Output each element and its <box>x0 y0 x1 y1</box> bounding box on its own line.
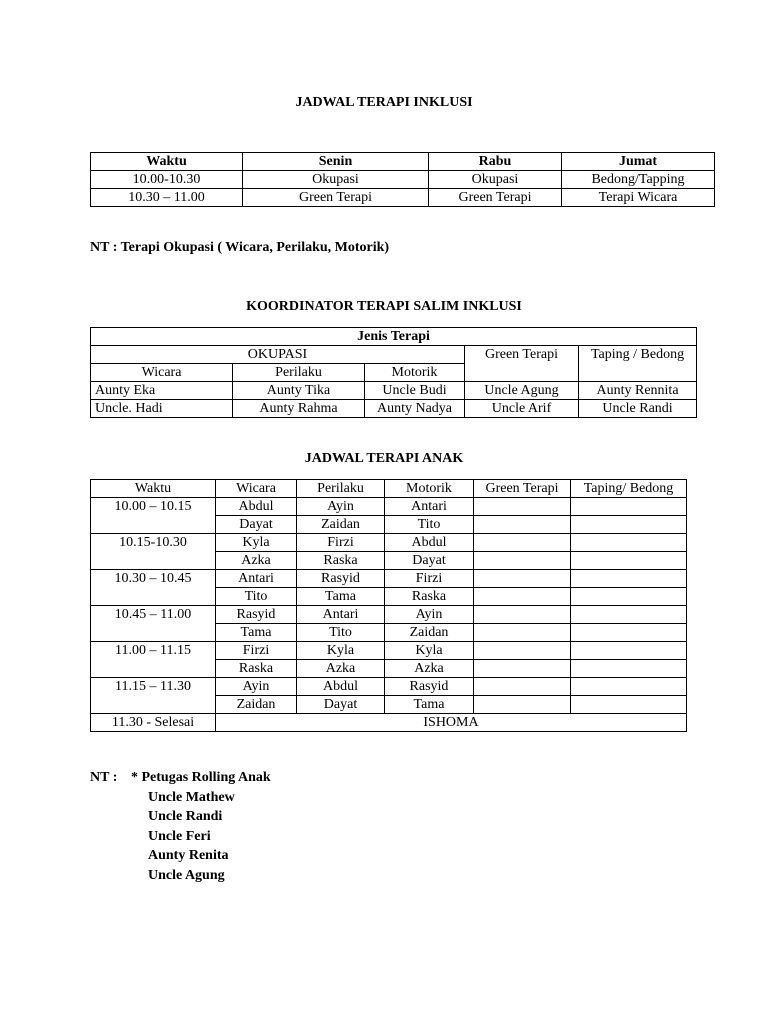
empty-cell <box>474 534 571 552</box>
time-cell: 11.30 - Selesai <box>91 714 216 732</box>
table-cell: Tito <box>385 516 474 534</box>
empty-cell <box>474 696 571 714</box>
schedule-title: JADWAL TERAPI INKLUSI <box>295 95 473 110</box>
table-cell: Wicara <box>91 364 233 382</box>
table-cell: 10.00-10.30 <box>91 171 243 189</box>
table-cell: Terapi Wicara <box>562 189 715 207</box>
empty-cell <box>571 606 687 624</box>
empty-cell <box>474 516 571 534</box>
table-cell: Zaidan <box>216 696 297 714</box>
table-cell: Okupasi <box>243 171 429 189</box>
empty-cell <box>474 642 571 660</box>
table-cell: Ayin <box>297 498 385 516</box>
list-item: Uncle Randi <box>148 809 223 825</box>
table-row <box>91 606 687 624</box>
table-cell: Okupasi <box>429 171 562 189</box>
table-cell: Tito <box>216 588 297 606</box>
child-schedule-table <box>90 479 687 732</box>
coordinator-title: KOORDINATOR TERAPI SALIM INKLUSI <box>246 299 522 314</box>
note-heading: * Petugas Rolling Anak <box>131 770 271 785</box>
table-cell: Uncle Budi <box>365 382 465 400</box>
table-cell: Aunty Rahma <box>233 400 365 418</box>
table-row <box>91 570 687 588</box>
table-cell: Tito <box>297 624 385 642</box>
table-cell: Green Terapi <box>243 189 429 207</box>
schedule-table <box>90 152 715 207</box>
table-cell: Kyla <box>297 642 385 660</box>
time-cell: 10.45 – 11.00 <box>91 606 216 642</box>
note-okupasi: NT : Terapi Okupasi ( Wicara, Perilaku, Motorik) <box>90 240 390 255</box>
header-cell: Waktu <box>91 480 216 498</box>
table-cell: Motorik <box>365 364 465 382</box>
table-cell: 10.30 – 11.00 <box>91 189 243 207</box>
table-row <box>91 534 687 552</box>
empty-cell <box>474 660 571 678</box>
table-cell: Azka <box>216 552 297 570</box>
coordinator-table <box>90 327 697 418</box>
table-cell: Raska <box>385 588 474 606</box>
header-cell: Wicara <box>216 480 297 498</box>
table-cell: Kyla <box>216 534 297 552</box>
empty-cell <box>474 678 571 696</box>
header-cell: Waktu <box>91 153 243 171</box>
table-cell: Zaidan <box>297 516 385 534</box>
table-cell: Tama <box>385 696 474 714</box>
list-item: Uncle Agung <box>148 867 225 883</box>
table-cell: Dayat <box>385 552 474 570</box>
table-row <box>91 498 687 516</box>
table-cell: Raska <box>297 552 385 570</box>
header-cell: Taping/ Bedong <box>571 480 687 498</box>
time-cell: 10.30 – 10.45 <box>91 570 216 606</box>
table-cell: Azka <box>297 660 385 678</box>
table-cell: Raska <box>216 660 297 678</box>
header-cell: Perilaku <box>297 480 385 498</box>
table-cell: Ayin <box>216 678 297 696</box>
table-cell: Rasyid <box>216 606 297 624</box>
table-cell: Uncle. Hadi <box>91 400 233 418</box>
empty-cell <box>571 624 687 642</box>
table-cell: Tama <box>297 588 385 606</box>
staff-list <box>148 788 235 885</box>
table-cell: Antari <box>216 570 297 588</box>
header-cell: Senin <box>243 153 429 171</box>
table-row <box>91 189 715 207</box>
table-cell: Abdul <box>216 498 297 516</box>
empty-cell <box>571 642 687 660</box>
table-cell: Aunty Eka <box>91 382 233 400</box>
table-cell: Aunty Tika <box>233 382 365 400</box>
empty-cell <box>571 516 687 534</box>
table-cell: Uncle Arif <box>465 400 579 418</box>
table-cell: Antari <box>297 606 385 624</box>
empty-cell <box>571 696 687 714</box>
empty-cell <box>474 552 571 570</box>
note-prefix: NT : <box>90 770 118 785</box>
table-row <box>91 171 715 189</box>
table-row <box>91 714 687 732</box>
header-cell: Jenis Terapi <box>91 328 697 346</box>
table-row <box>91 382 697 400</box>
header-cell: Green Terapi <box>474 480 571 498</box>
empty-cell <box>474 498 571 516</box>
list-item: Aunty Renita <box>148 848 229 864</box>
table-cell: Dayat <box>216 516 297 534</box>
table-header-row <box>91 328 697 346</box>
table-cell: Azka <box>385 660 474 678</box>
child-schedule-title: JADWAL TERAPI ANAK <box>304 451 464 466</box>
time-cell: 11.15 – 11.30 <box>91 678 216 714</box>
empty-cell <box>474 588 571 606</box>
table-row <box>91 642 687 660</box>
table-cell: Taping / Bedong <box>579 346 697 382</box>
table-cell: Dayat <box>297 696 385 714</box>
table-row <box>91 346 697 364</box>
empty-cell <box>571 678 687 696</box>
empty-cell <box>571 498 687 516</box>
empty-cell <box>474 624 571 642</box>
table-cell: Aunty Nadya <box>365 400 465 418</box>
empty-cell <box>571 660 687 678</box>
table-cell: Firzi <box>297 534 385 552</box>
list-item: Uncle Mathew <box>148 790 235 805</box>
table-header-row <box>91 153 715 171</box>
empty-cell <box>474 570 571 588</box>
table-cell: Firzi <box>385 570 474 588</box>
time-cell: 10.15-10.30 <box>91 534 216 570</box>
table-cell: Uncle Randi <box>579 400 697 418</box>
table-cell: Rasyid <box>297 570 385 588</box>
table-cell: Green Terapi <box>429 189 562 207</box>
table-header-row <box>91 480 687 498</box>
time-cell: 11.00 – 11.15 <box>91 642 216 678</box>
table-cell: Abdul <box>385 534 474 552</box>
table-cell: Perilaku <box>233 364 365 382</box>
table-cell: Bedong/Tapping <box>562 171 715 189</box>
break-cell: ISHOMA <box>216 714 687 732</box>
table-cell: OKUPASI <box>91 346 465 364</box>
empty-cell <box>571 588 687 606</box>
header-cell: Jumat <box>562 153 715 171</box>
header-cell: Motorik <box>385 480 474 498</box>
table-cell: Tama <box>216 624 297 642</box>
table-row <box>91 678 687 696</box>
empty-cell <box>474 606 571 624</box>
list-item: Uncle Feri <box>148 828 211 844</box>
table-cell: Green Terapi <box>465 346 579 382</box>
table-cell: Firzi <box>216 642 297 660</box>
table-cell: Rasyid <box>385 678 474 696</box>
table-cell: Aunty Rennita <box>579 382 697 400</box>
empty-cell <box>571 552 687 570</box>
empty-cell <box>571 570 687 588</box>
empty-cell <box>571 534 687 552</box>
table-cell: Zaidan <box>385 624 474 642</box>
table-cell: Antari <box>385 498 474 516</box>
table-row <box>91 400 697 418</box>
table-cell: Ayin <box>385 606 474 624</box>
time-cell: 10.00 – 10.15 <box>91 498 216 534</box>
table-cell: Uncle Agung <box>465 382 579 400</box>
table-cell: Abdul <box>297 678 385 696</box>
table-cell: Kyla <box>385 642 474 660</box>
header-cell: Rabu <box>429 153 562 171</box>
